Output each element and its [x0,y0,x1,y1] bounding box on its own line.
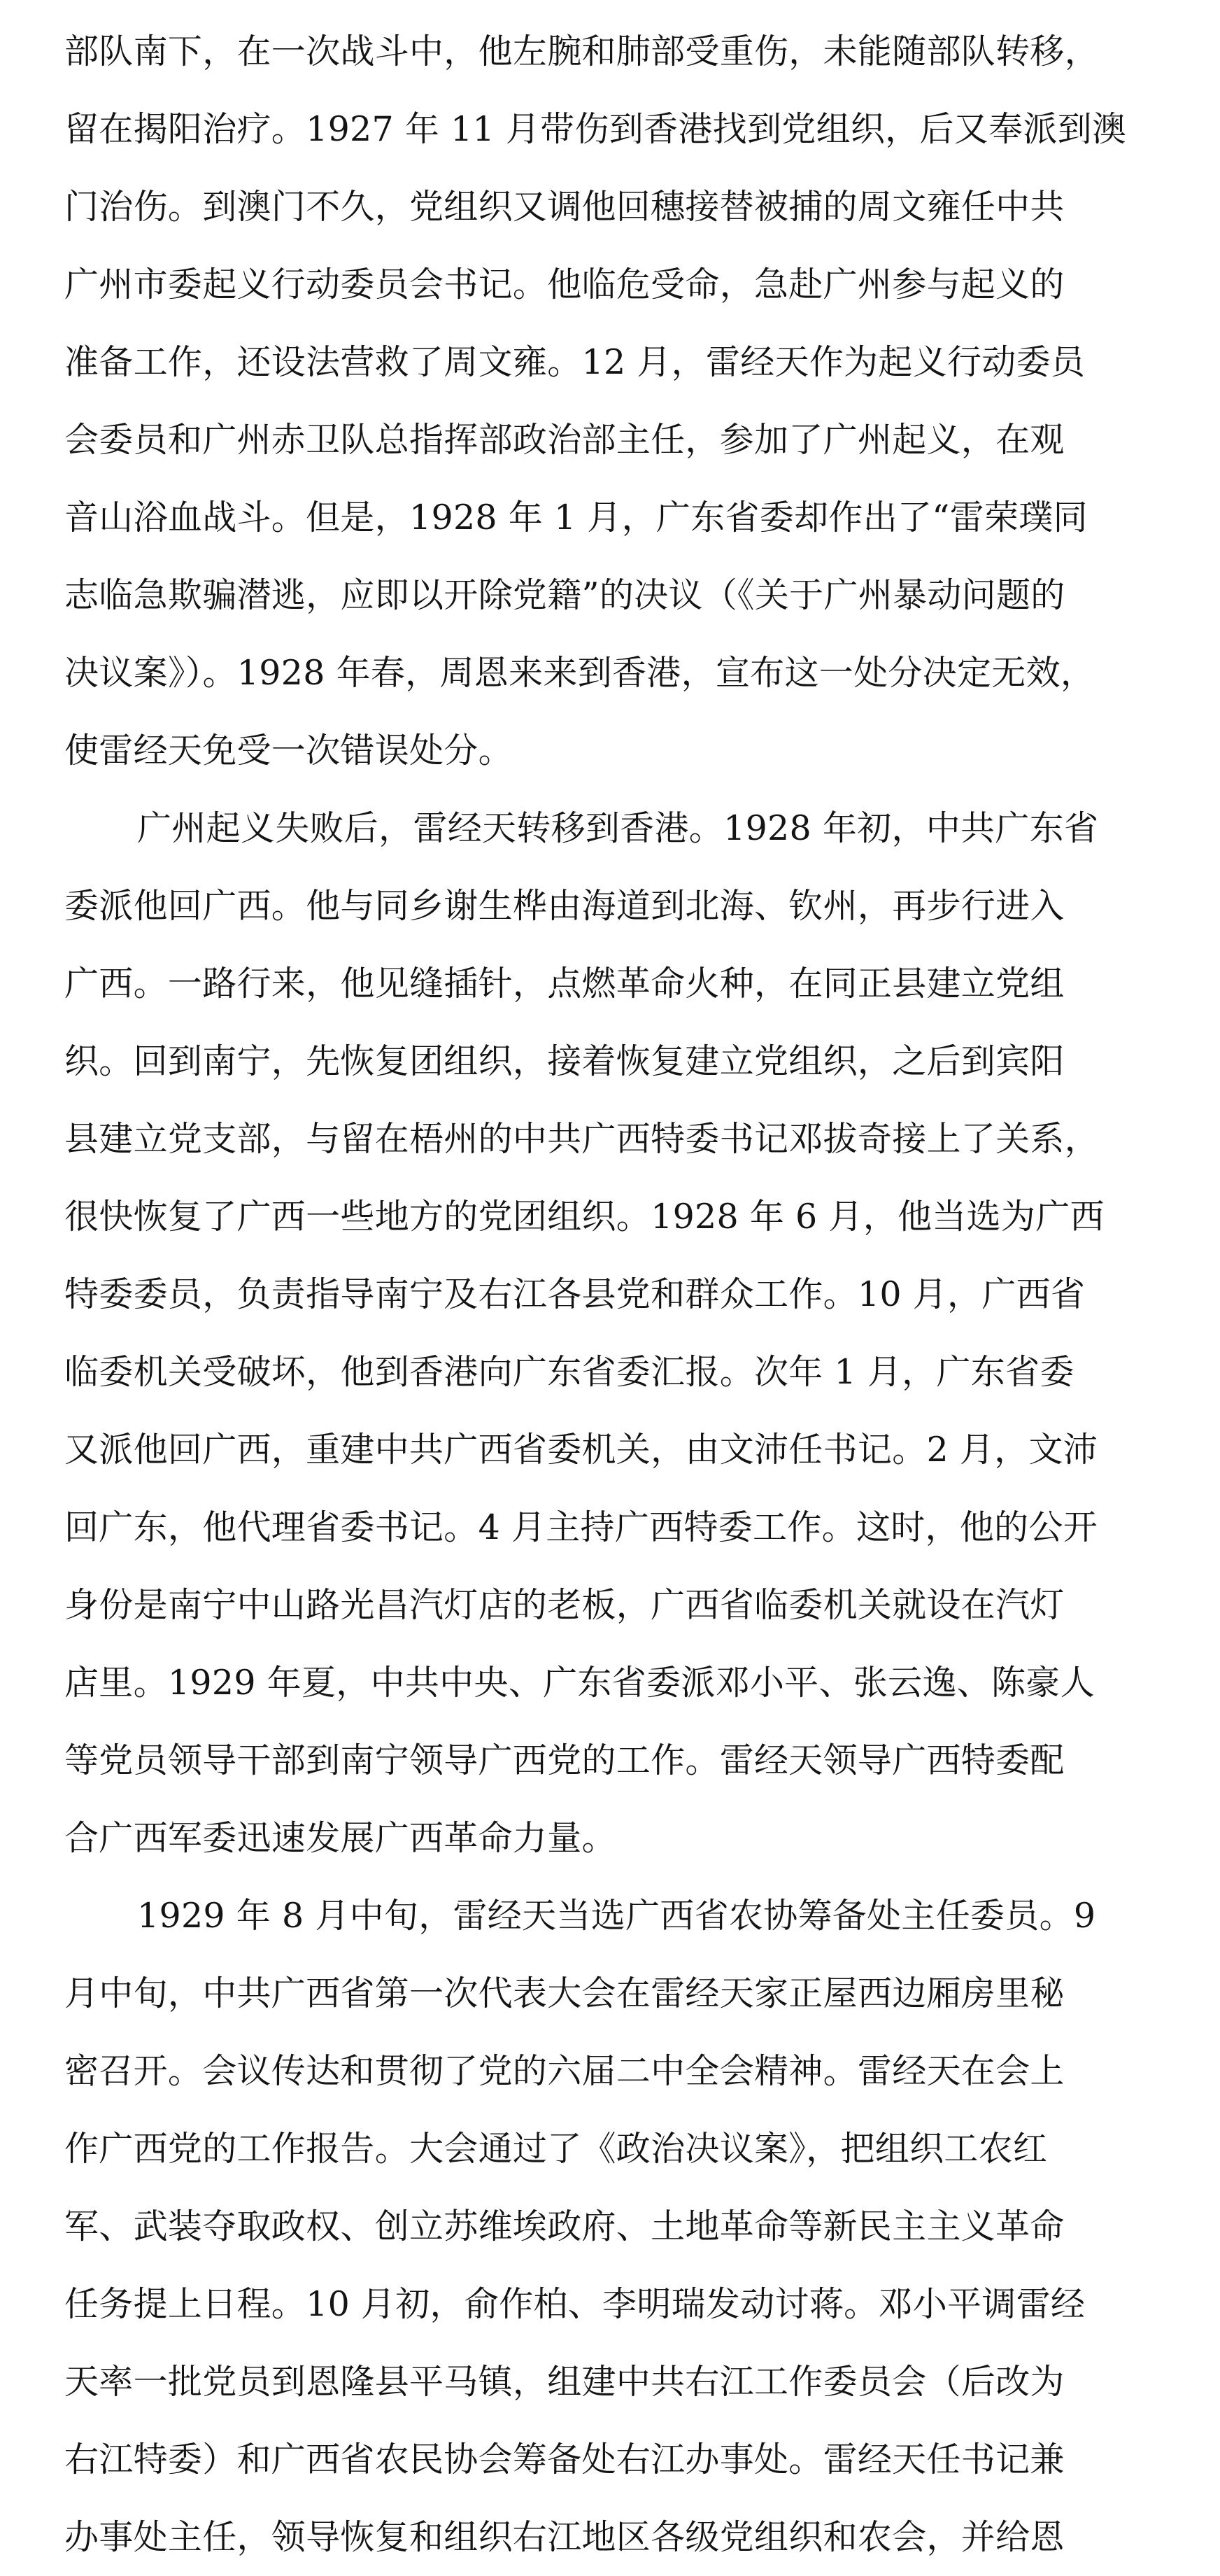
text-line: 门治伤。到澳门不久，党组织又调他回穗接替被捕的周文雍任中共 [64,187,1065,227]
text-line: 广西。一路行来，他见缝插针，点燃革命火种，在同正县建立党组 [64,964,1065,1004]
text-line: 委派他回广西。他与同乡谢生桦由海道到北海、钦州，再步行进入 [64,886,1065,926]
text-line: 织。回到南宁，先恢复团组织，接着恢复建立党组织，之后到宾阳 [64,1041,1065,1081]
text-line: 音山浴血战斗。但是，1928 年 1 月，广东省委却作出了“雷荣璞同 [64,498,1088,537]
text-line: 又派他回广西，重建中共广西省委机关，由文沛任书记。2 月，文沛 [64,1430,1098,1470]
body-text [64,13,1184,2576]
text-line: 1929 年 8 月中旬，雷经天当选广西省农协筹备处主任委员。9 [137,1896,1096,1936]
text-line: 军、武装夺取政权、创立苏维埃政府、土地革命等新民主主义革命 [64,2207,1065,2246]
text-line: 店里。1929 年夏，中共中央、广东省委派邓小平、张云逸、陈豪人 [64,1663,1095,1703]
text-line: 办事处主任，领导恢复和组织右江地区各级党组织和农会，并给恩 [64,2517,1065,2557]
text-line: 部队南下，在一次战斗中，他左腕和肺部受重伤，未能随部队转移， [64,31,1100,71]
paragraph [64,13,1184,789]
paragraph [64,1877,1184,2576]
text-line: 广州市委起义行动委员会书记。他临危受命，急赴广州参与起义的 [64,265,1065,304]
text-line: 广州起义失败后，雷经天转移到香港。1928 年初，中共广东省 [137,808,1099,848]
text-line: 特委委员，负责指导南宁及右江各县党和群众工作。10 月，广西省 [64,1274,1086,1314]
text-line: 很快恢复了广西一些地方的党团组织。1928 年 6 月，他当选为广西 [64,1197,1105,1237]
text-line: 志临急欺骗潜逃，应即以开除党籍”的决议（《关于广州暴动问题的 [64,575,1065,615]
text-line: 准备工作，还设法营救了周文雍。12 月，雷经天作为起义行动委员 [64,342,1086,382]
text-line: 回广东，他代理省委书记。4 月主持广西特委工作。这时，他的公开 [64,1507,1098,1547]
text-line: 等党员领导干部到南宁领导广西党的工作。雷经天领导广西特委配 [64,1740,1065,1780]
text-line: 留在揭阳治疗。1927 年 11 月带伤到香港找到党组织，后又奉派到澳 [64,109,1127,149]
text-line: 使雷经天免受一次错误处分。 [64,731,513,770]
text-line: 月中旬，中共广西省第一次代表大会在雷经天家正屋西边厢房里秘 [64,1973,1065,2013]
text-line: 身份是南宁中山路光昌汽灯店的老板，广西省临委机关就设在汽灯 [64,1585,1065,1625]
text-line: 右江特委）和广西省农民协会筹备处右江办事处。雷经天任书记兼 [64,2440,1065,2479]
text-line: 临委机关受破坏，他到香港向广东省委汇报。次年 1 月，广东省委 [64,1352,1074,1392]
text-line: 任务提上日程。10 月初，俞作柏、李明瑞发动讨蒋。邓小平调雷经 [64,2284,1086,2324]
text-line: 合广西军委迅速发展广西革命力量。 [64,1818,616,1858]
text-line: 作广西党的工作报告。大会通过了《政治决议案》，把组织工农红 [64,2129,1048,2169]
paragraph [64,789,1184,1877]
text-line: 县建立党支部，与留在梧州的中共广西特委书记邓拔奇接上了关系， [64,1119,1100,1159]
text-line: 天率一批党员到恩隆县平马镇，组建中共右江工作委员会（后改为 [64,2362,1065,2402]
text-line: 决议案》）。1928 年春，周恩来来到香港，宣布这一处分决定无效， [64,653,1095,693]
text-line: 密召开。会议传达和贯彻了党的六届二中全会精神。雷经天在会上 [64,2051,1065,2091]
text-line: 会委员和广州赤卫队总指挥部政治部主任，参加了广州起义，在观 [64,420,1065,460]
